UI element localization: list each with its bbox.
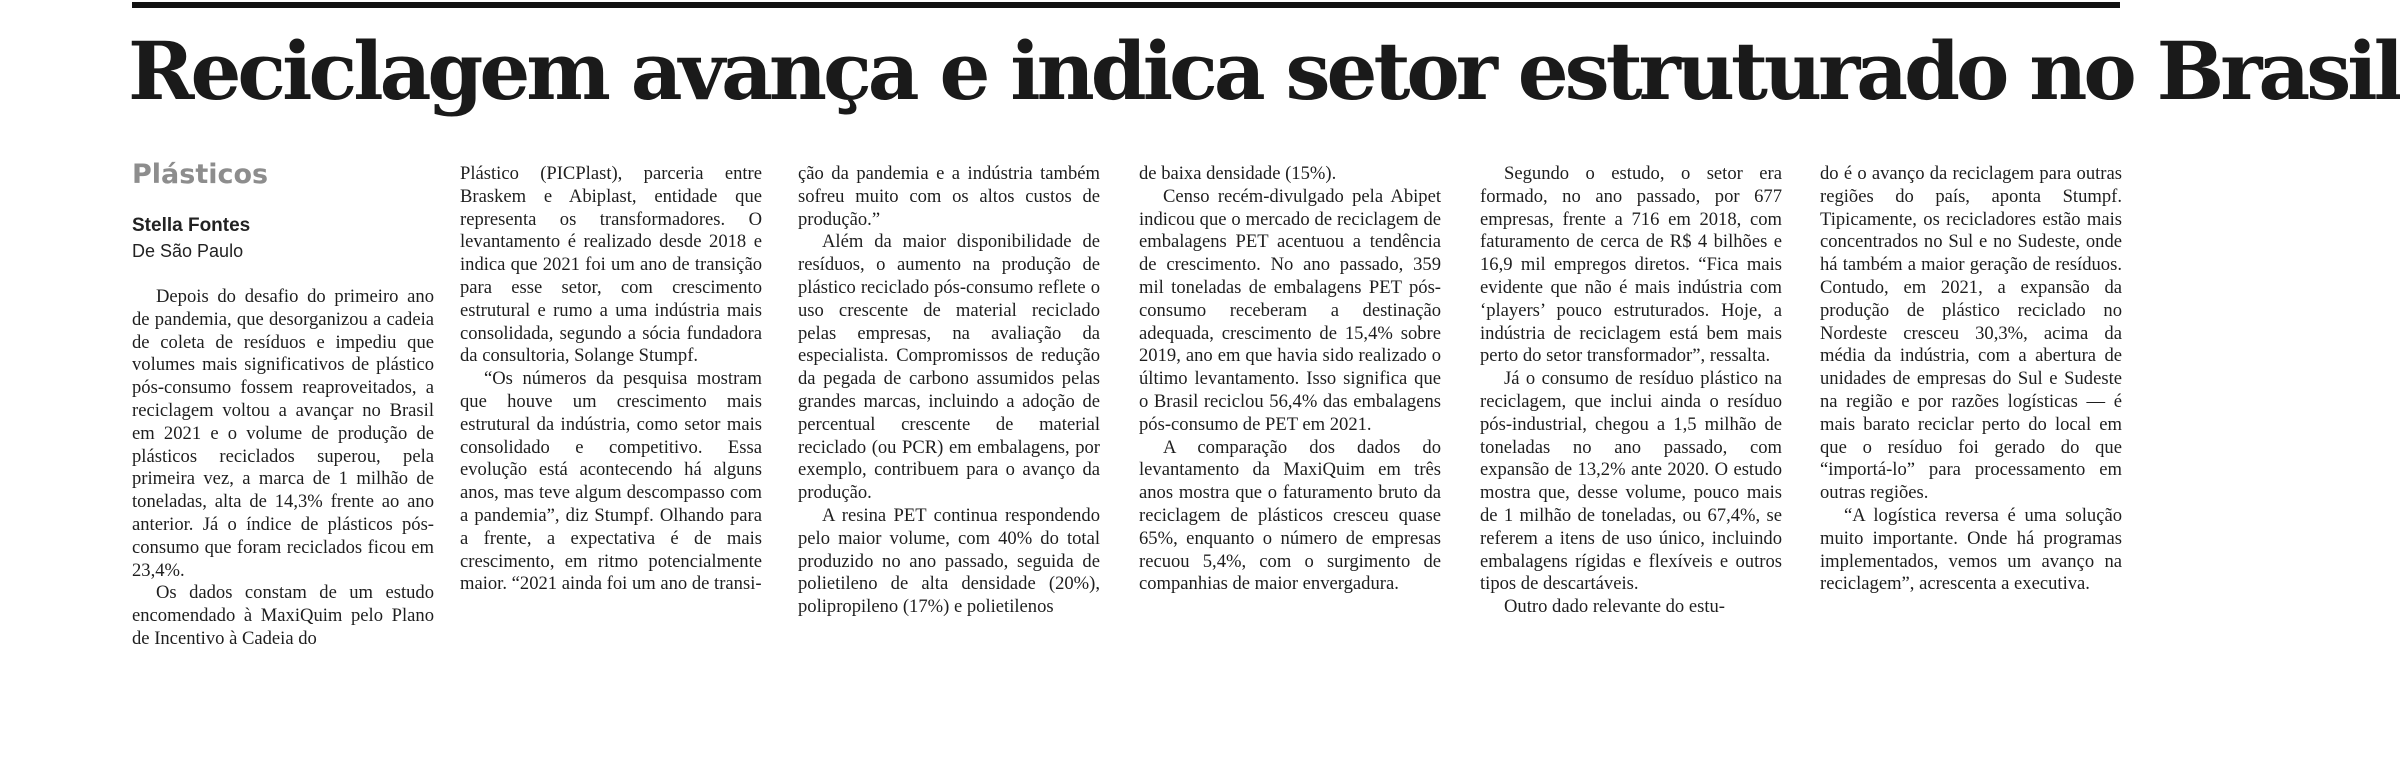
top-rule <box>132 2 2120 8</box>
paragraph: A comparação dos dados do levantamento da MaxiQuim em três anos mostra que o faturamento bruto da reciclagem de plásticos cresceu quase 65%, enquanto o número de empresas recuou 5,4%, com o surgimento de companhias de maior envergadura. <box>1139 436 1441 595</box>
paragraph: do é o avanço da reciclagem para outras regiões do país, aponta Stumpf. Tipicamente, os recicladores estão mais concentrados no Sul e no Sudeste, onde há também a maior geração de resíduos. Contudo, em 2021, a expansão da produção de plástico reciclado no Nordeste cresceu 30,3%, acima da média da indústria, com a abertura de unidades de empresas do Sul e Sudeste na região e por razões logísticas — é mais barato reciclar perto do local em que o resíduo foi gerado do que “importá-lo” para processamento em outras regiões. <box>1820 163 2122 504</box>
headline: Reciclagem avança e indica setor estruturado no Brasil <box>128 24 2400 118</box>
paragraph: Censo recém-divulgado pela Abipet indicou que o mercado de reciclagem de embalagens PET acentuou a tendência de crescimento. No ano passado, 359 mil toneladas de embalagens PET pós-consumo receberam a destinação adequada, crescimento de 15,4% sobre 2019, ano em que havia sido realizado o último levantamento. Isso significa que o Brasil reciclou 56,4% das embalagens pós-consumo de PET em 2021. <box>1139 185 1441 435</box>
paragraph: A resina PET continua respondendo pelo maior volume, com 40% do total produzido no ano passado, seguida de polietileno de alta densidade (20%), polipropileno (17%) e polietilenos <box>798 504 1100 618</box>
paragraph: Outro dado relevante do estu- <box>1504 596 1725 618</box>
text-column-3 <box>798 163 1100 619</box>
text-column-5 <box>1480 163 1782 619</box>
paragraph: de baixa densidade (15%). <box>1139 163 1337 184</box>
paragraph: Os dados constam de um estudo encomendado à MaxiQuim pelo Plano de Incentivo à Cadeia do <box>132 582 434 649</box>
paragraph: Plástico (PICPlast), parceria entre Braskem e Abiplast, entidade que representa os transformadores. O levantamento é realizado desde 2018 e indica que 2021 foi um ano de transição para esse setor, com crescimento estrutural e rumo a uma indústria mais consolidada, segundo a sócia fundadora da consultoria, Solange Stumpf. <box>460 163 762 367</box>
paragraph: “Os números da pesquisa mostram que houve um crescimento mais estrutural da indústria, como setor mais consolidado e competitivo. Essa evolução está acontecendo há alguns anos, mas teve algum descompasso com a pandemia”, diz Stumpf. Olhando para a frente, a expectativa é de mais crescimento, em ritmo potencialmente maior. “2021 ainda foi um ano de transi- <box>460 368 762 595</box>
paragraph: Já o consumo de resíduo plástico na reciclagem, que inclui ainda o resíduo pós-industrial, chegou a 1,5 milhão de toneladas no ano passado, com expansão de 13,2% ante 2020. O estudo mostra que, desse volume, pouco mais de 1 milhão de toneladas, ou 67,4%, se referem a itens de uso único, incluindo embalagens rígidas e flexíveis e outros tipos de descartáveis. <box>1480 368 1782 595</box>
paragraph: Segundo o estudo, o setor era formado, no ano passado, por 677 empresas, frente a 716 em 2018, com faturamento de cerca de R$ 4 bilhões e 16,9 mil empregos diretos. “Fica mais evidente que não é mais indústria com ‘players’ pouco estruturados. Hoje, a indústria de reciclagem está bem mais perto do setor transformador”, ressalta. <box>1480 163 1782 367</box>
text-column-2 <box>460 163 762 596</box>
paragraph: ção da pandemia e a indústria também sofreu muito com os altos custos de produção.” <box>798 163 1100 230</box>
text-column-6 <box>1820 163 2122 596</box>
paragraph: “A logística reversa é uma solução muito importante. Onde há programas implementados, vemos um avanço na reciclagem”, acrescenta a executiva. <box>1820 504 2122 595</box>
section-label: Plásticos <box>132 159 269 190</box>
text-column-4 <box>1139 163 1441 596</box>
paragraph: Além da maior disponibilidade de resíduos, o aumento na produção de plástico reciclado pós-consumo reflete o uso crescente de material reciclado pelas empresas, na avaliação da especialista. Compromissos de redução da pegada de carbono assumidos pelas grandes marcas, incluindo a adoção de percentual crescente de material reciclado (ou PCR) em embalagens, por exemplo, contribuem para o avanço da produção. <box>798 231 1100 504</box>
dateline-location: De São Paulo <box>132 241 244 261</box>
text-column-1 <box>132 286 434 651</box>
paragraph: Depois do desafio do primeiro ano de pandemia, que desorganizou a cadeia de coleta de resíduos e impediu que volumes mais significativos de plástico pós-consumo fossem reaproveitados, a reciclagem voltou a avançar no Brasil em 2021 e o volume de produção de plásticos reciclados superou, pela primeira vez, a marca de 1 milhão de toneladas, alta de 14,3% frente ao ano anterior. Já o índice de plásticos pós-consumo que foram reciclados ficou em 23,4%. <box>132 286 434 581</box>
author-name: Stella Fontes <box>132 215 251 236</box>
